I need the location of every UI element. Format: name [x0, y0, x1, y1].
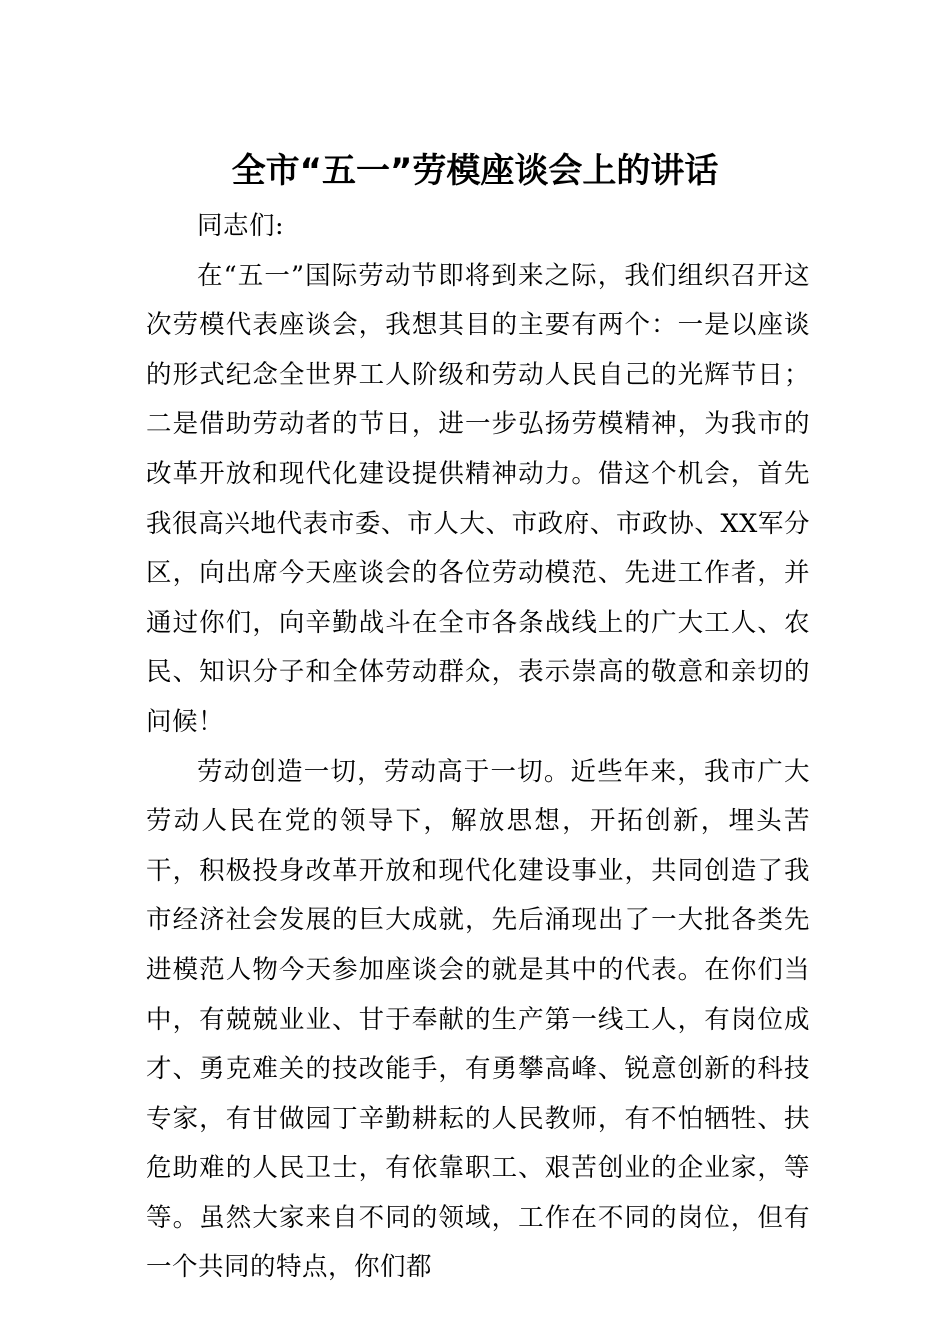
- document-body: [146, 202, 810, 1293]
- paragraph-1: 在“五一”国际劳动节即将到来之际，我们组织召开这次劳模代表座谈会，我想其目的主要有两个：一是以座谈的形式纪念全世界工人阶级和劳动人民自己的光辉节日；二是借助劳动者的节日，进一步弘扬劳模精神，为我市的改革开放和现代化建设提供精神动力。借这个机会，首先我很高兴地代表市委、市人大、市政府、市政协、XX军分区，向出席今天座谈会的各位劳动模范、先进工作者，并通过你们，向辛勤战斗在全市各条战线上的广大工人、农民、知识分子和全体劳动群众，表示崇高的敬意和亲切的问候！: [146, 260, 810, 737]
- document-title: 全市“五一”劳模座谈会上的讲话: [231, 151, 719, 191]
- greeting: 同志们:: [197, 211, 285, 241]
- paragraph-2: 劳动创造一切，劳动高于一切。近些年来，我市广大劳动人民在党的领导下，解放思想，开拓创新，埋头苦干，积极投身改革开放和现代化建设事业，共同创造了我市经济社会发展的巨大成就，先后涌现出了一大批各类先进模范人物今天参加座谈会的就是其中的代表。在你们当中，有兢兢业业、甘于奉献的生产第一线工人，有岗位成才、勇克难关的技改能手，有勇攀高峰、锐意创新的科技专家，有甘做园丁辛勤耕耘的人民教师，有不怕牺牲、扶危助难的人民卫士，有依靠职工、艰苦创业的企业家，等等。虽然大家来自不同的领域，工作在不同的岗位，但有一个共同的特点，你们都: [146, 756, 810, 1283]
